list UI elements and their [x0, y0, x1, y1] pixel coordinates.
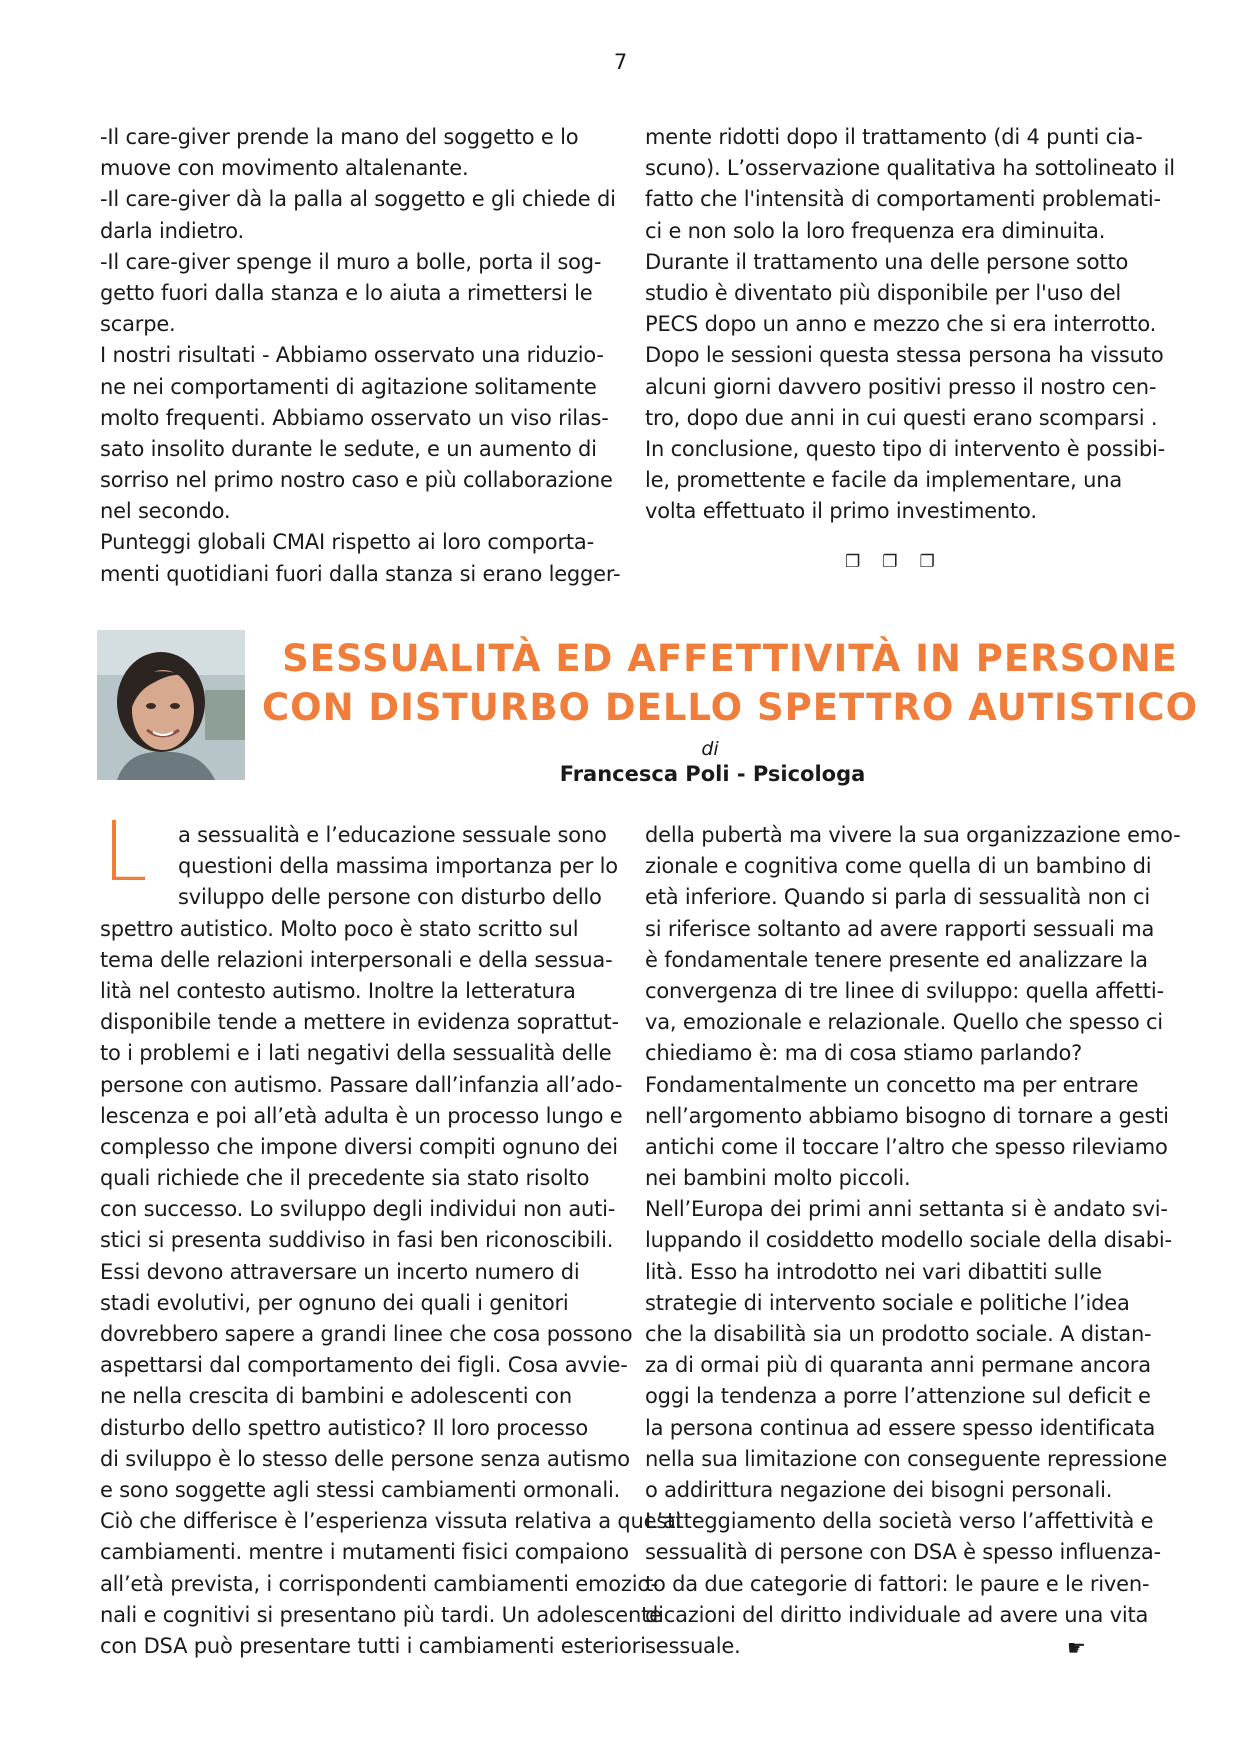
text-line: complesso che impone diversi compiti ognuno dei — [100, 1134, 618, 1159]
text-line: a sessualità e l’educazione sessuale sono — [178, 823, 607, 847]
text-line: Ciò che differisce è l’esperienza vissuta relativa a questi — [100, 1509, 681, 1534]
text-line: persone con autismo. Passare dall’infanzia all’ado- — [100, 1072, 623, 1097]
text-line: -Il care-giver dà la palla al soggetto e gli chiede di — [100, 187, 616, 212]
text-line: fatto che l'intensità di comportamenti problemati- — [645, 187, 1161, 212]
text-line: nali e cognitivi si presentano più tardi. Un adolescente — [100, 1602, 662, 1627]
text-line: spettro autistico. Molto poco è stato scritto sul — [100, 916, 579, 941]
text-line: molto frequenti. Abbiamo osservato un viso rilas- — [100, 405, 609, 430]
author-name: Francesca Poli - Psicologa — [559, 762, 866, 786]
text-line: della pubertà ma vivere la sua organizzazione emo- — [645, 823, 1181, 847]
text-line: si riferisce soltanto ad avere rapporti sessuali ma — [645, 916, 1155, 941]
text-line: convergenza di tre linee di sviluppo: quella affetti- — [645, 978, 1164, 1003]
text-line: I nostri risultati - Abbiamo osservato una riduzio- — [100, 343, 604, 368]
top-right-column — [645, 122, 1175, 527]
text-line: Nell’Europa dei primi anni settanta si è andato svi- — [645, 1197, 1168, 1222]
article-title-line-2: CON DISTURBO DELLO SPETTRO AUTISTICO — [261, 686, 1199, 729]
text-line: -Il care-giver prende la mano del soggetto e lo — [100, 125, 579, 149]
text-line: sessuale. — [645, 1633, 741, 1658]
text-line: Dopo le sessioni questa stessa persona ha vissuto — [645, 343, 1164, 368]
text-line: to da due categorie di fattori: le paure e le riven- — [645, 1571, 1150, 1596]
text-line: Punteggi globali CMAI rispetto ai loro comporta- — [100, 530, 594, 555]
text-line: età inferiore. Quando si parla di sessualità non ci — [645, 885, 1150, 910]
text-line: nella sua limitazione con conseguente repressione — [645, 1446, 1168, 1471]
text-line: PECS dopo un anno e mezzo che si era interrotto. — [645, 312, 1157, 337]
text-line: che la disabilità sia un prodotto sociale. A distan- — [645, 1322, 1152, 1346]
drop-cap: L — [102, 805, 148, 900]
text-line: con successo. Lo sviluppo degli individui non auti- — [100, 1197, 616, 1222]
text-line: lità nel contesto autismo. Inoltre la letteratura — [100, 978, 576, 1003]
text-line: scarpe. — [100, 312, 176, 337]
text-line: nel secondo. — [100, 499, 231, 524]
article-title-line-1: SESSUALITÀ ED AFFETTIVITÀ IN PERSONE — [282, 637, 1178, 680]
text-line: disturbo dello spettro autistico? Il loro processo — [100, 1415, 589, 1440]
text-line: Durante il trattamento una delle persone sotto — [645, 249, 1129, 274]
text-line: nei bambini molto piccoli. — [645, 1166, 911, 1191]
text-line: menti quotidiani fuori dalla stanza si erano legger- — [100, 561, 621, 586]
text-line: studio è diventato più disponibile per l'uso del — [645, 280, 1122, 305]
text-line: sessualità di persone con DSA è spesso influenza- — [645, 1540, 1161, 1565]
byline-di: di — [701, 738, 719, 760]
text-line: le, promettente e facile da implementare, una — [645, 468, 1122, 493]
text-line: luppando il cosiddetto modello sociale della disabi- — [645, 1228, 1172, 1253]
text-line: e sono soggette agli stessi cambiamenti ormonali. — [100, 1477, 621, 1502]
text-line: L’atteggiamento della società verso l’affettività e — [645, 1509, 1154, 1534]
text-line: aspettarsi dal comportamento dei figli. Cosa avvie- — [100, 1353, 628, 1378]
text-line: cambiamenti. mentre i mutamenti fisici compaiono — [100, 1540, 629, 1565]
text-line: Fondamentalmente un concetto ma per entrare — [645, 1072, 1139, 1097]
text-line: chiediamo è: ma di cosa stiamo parlando? — [645, 1041, 1083, 1066]
text-line: all’età prevista, i corrispondenti cambiamenti emozio- — [100, 1571, 658, 1596]
text-line: getto fuori dalla stanza e lo aiuta a rimettersi le — [100, 280, 593, 305]
text-line: stadi evolutivi, per ognuno dei quali i genitori — [100, 1290, 569, 1315]
text-line: strategie di intervento sociale e politiche l’idea — [645, 1290, 1130, 1315]
text-line: di sviluppo è lo stesso delle persone senza autismo — [100, 1446, 630, 1471]
text-line: nell’argomento abbiamo bisogno di tornare a gesti — [645, 1103, 1169, 1128]
bottom-right-column — [645, 820, 1181, 1662]
text-line: sato insolito durante le sedute, e un aumento di — [100, 436, 597, 461]
text-line: stici si presenta suddiviso in fasi ben riconoscibili. — [100, 1228, 614, 1253]
text-line: o addirittura negazione dei bisogni personali. — [645, 1477, 1113, 1502]
text-line: alcuni giorni davvero positivi presso il nostro cen- — [645, 374, 1157, 399]
text-line: lescenza e poi all’età adulta è un processo lungo e — [100, 1103, 623, 1128]
text-line: sviluppo delle persone con disturbo dello — [178, 885, 602, 910]
text-line: zionale e cognitiva come quella di un bambino di — [645, 854, 1152, 879]
text-line: lità. Esso ha introdotto nei vari dibattiti sulle — [645, 1259, 1102, 1284]
text-line: è fondamentale tenere presente ed analizzare la — [645, 947, 1148, 972]
text-line: tema delle relazioni interpersonali e della sessua- — [100, 947, 613, 972]
text-line: darla indietro. — [100, 218, 245, 243]
text-line: za di ormai più di quaranta anni permane ancora — [645, 1353, 1151, 1378]
text-line: ne nei comportamenti di agitazione solitamente — [100, 374, 597, 399]
text-line: la persona continua ad essere spesso identificata — [645, 1415, 1156, 1440]
text-line: sorriso nel primo nostro caso e più collaborazione — [100, 468, 613, 493]
text-line: ne nella crescita di bambini e adolescenti con — [100, 1384, 572, 1409]
bottom-left-column — [100, 820, 681, 1662]
text-line: disponibile tende a mettere in evidenza soprattut- — [100, 1010, 619, 1035]
top-left-column — [100, 122, 630, 590]
text-line: va, emozionale e relazionale. Quello che spesso ci — [645, 1010, 1163, 1035]
continue-pointer-icon: ☛ — [1067, 1636, 1086, 1660]
text-line: dovrebbero sapere a grandi linee che cosa possono — [100, 1322, 633, 1346]
text-line: quali richiede che il precedente sia stato risolto — [100, 1166, 590, 1191]
text-line: tro, dopo due anni in cui questi erano scomparsi . — [645, 405, 1158, 430]
text-line: ci e non solo la loro frequenza era diminuita. — [645, 218, 1106, 243]
text-line: con DSA può presentare tutti i cambiamenti esteriori — [100, 1633, 646, 1658]
text-line: questioni della massima importanza per lo — [178, 854, 618, 879]
text-line: to i problemi e i lati negativi della sessualità delle — [100, 1041, 612, 1066]
text-line: scuno). L’osservazione qualitativa ha sottolineato il — [645, 156, 1175, 181]
text-line: volta effettuato il primo investimento. — [645, 499, 1037, 524]
text-line: mente ridotti dopo il trattamento (di 4 punti cia- — [645, 125, 1143, 149]
text-line: dicazioni del diritto individuale ad avere una vita — [645, 1602, 1149, 1627]
text-line: oggi la tendenza a porre l’attenzione sul deficit e — [645, 1384, 1151, 1409]
text-line: antichi come il toccare l’altro che spesso rileviamo — [645, 1134, 1168, 1159]
page-number: 7 — [613, 50, 628, 74]
end-of-article-marks: ❐❐❐ — [845, 552, 957, 572]
text-line: Essi devono attraversare un incerto numero di — [100, 1259, 580, 1284]
text-line: In conclusione, questo tipo di intervento è possibi- — [645, 436, 1165, 461]
text-line: muove con movimento altalenante. — [100, 156, 469, 181]
text-line: -Il care-giver spenge il muro a bolle, porta il sog- — [100, 249, 602, 274]
